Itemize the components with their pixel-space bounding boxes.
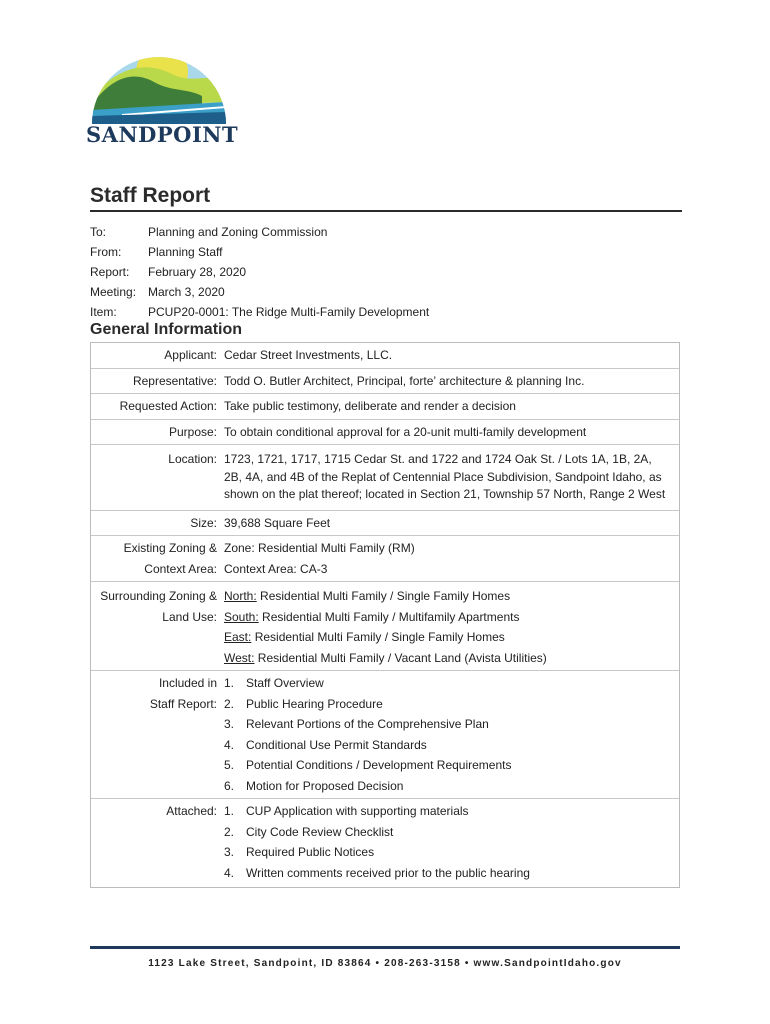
meta-value: Planning Staff	[148, 245, 223, 259]
list-number: 1.	[224, 676, 235, 690]
list-text: Written comments received prior to the public hearing	[246, 865, 530, 880]
list-text: Potential Conditions / Development Requirements	[246, 758, 512, 772]
row-label: Location:	[168, 452, 217, 466]
row-value: 39,688 Square Feet	[224, 515, 331, 530]
list-number: 4.	[224, 865, 235, 880]
row-value: Todd O. Butler Architect, Principal, forte’ architecture & planning Inc.	[224, 373, 585, 388]
city-logo	[86, 44, 239, 148]
list-text: Staff Overview	[246, 676, 324, 690]
direction-label: South:	[224, 609, 259, 624]
meta-row-to	[90, 222, 429, 242]
row-label	[91, 538, 222, 579]
row-value: Cedar Street Investments, LLC.	[224, 348, 393, 362]
meta-row-from	[90, 242, 429, 262]
mountain-lake-emblem-icon	[92, 44, 226, 124]
zone-value: Zone: Residential Multi Family (RM)	[224, 541, 415, 555]
meta-label: From:	[90, 245, 122, 259]
row-label-line: Land Use:	[162, 609, 217, 624]
row-requested-action	[91, 393, 679, 419]
row-label	[91, 801, 222, 883]
meta-value: March 3, 2020	[148, 285, 225, 299]
direction-text: Residential Multi Family / Single Family Homes	[256, 589, 511, 603]
meta-label: Report:	[90, 265, 130, 279]
list-number: 2.	[224, 696, 235, 711]
list-number: 4.	[224, 737, 235, 752]
row-size	[91, 510, 679, 536]
list-text: Public Hearing Procedure	[246, 696, 383, 711]
surrounding-west	[224, 648, 671, 669]
surrounding-north	[224, 586, 671, 607]
row-value: 1723, 1721, 1717, 1715 Cedar St. and 1722 and 1724 Oak St. / Lots 1A, 1B, 2A, 2B, 4A, and 4B of the Replat of Centennial Place Subdivision, Sandpoint Idaho, as shown on the plat thereof; located in Section 21, Township 57 North, Range 2 West	[224, 452, 666, 501]
row-zoning	[91, 535, 679, 581]
list-item	[224, 842, 671, 863]
row-included-in-report	[91, 670, 679, 798]
meta-label: Meeting:	[90, 285, 137, 299]
row-label: Purpose:	[168, 424, 217, 439]
section-heading: General Information	[90, 321, 243, 338]
list-number: 6.	[224, 778, 235, 793]
list-item	[224, 822, 671, 843]
meta-row-meeting	[90, 282, 429, 302]
row-purpose	[91, 419, 679, 445]
list-text: Relevant Portions of the Comprehensive Plan	[246, 717, 489, 731]
list-number: 2.	[224, 824, 235, 839]
row-label: Applicant:	[164, 348, 217, 362]
row-label-line: Attached:	[166, 804, 217, 818]
list-item	[224, 694, 671, 715]
list-item	[224, 863, 671, 884]
row-label-line: Existing Zoning &	[123, 541, 217, 555]
list-text: Motion for Proposed Decision	[246, 778, 404, 793]
meta-row-report	[90, 262, 429, 282]
list-number: 3.	[224, 717, 235, 731]
list-text: Conditional Use Permit Standards	[246, 737, 427, 752]
row-surrounding-zoning	[91, 581, 679, 670]
row-label-line: Surrounding Zoning &	[100, 589, 217, 603]
list-item	[224, 755, 671, 776]
surrounding-south	[224, 607, 671, 628]
row-value: Take public testimony, deliberate and render a decision	[224, 399, 516, 413]
meta-label: Item:	[90, 305, 117, 319]
report-meta	[90, 222, 429, 322]
row-value	[222, 801, 679, 883]
direction-label: North:	[224, 589, 257, 603]
footer-divider	[90, 946, 680, 949]
page-title: Staff Report	[90, 184, 211, 207]
direction-text: Residential Multi Family / Vacant Land (Avista Utilities)	[254, 650, 547, 665]
meta-label: To:	[90, 225, 107, 239]
list-item	[224, 735, 671, 756]
direction-label: East:	[224, 630, 252, 644]
general-info-table	[90, 342, 680, 888]
row-label	[91, 673, 222, 796]
list-text: CUP Application with supporting materials	[246, 804, 469, 818]
row-location	[91, 444, 679, 510]
meta-value: Planning and Zoning Commission	[148, 225, 328, 239]
row-representative	[91, 368, 679, 394]
list-item	[224, 776, 671, 797]
row-value	[222, 586, 679, 668]
list-item	[224, 673, 671, 694]
list-item	[224, 714, 671, 735]
row-value: To obtain conditional approval for a 20-unit multi-family development	[224, 424, 587, 439]
list-number: 3.	[224, 845, 235, 859]
row-value	[222, 538, 679, 579]
row-label: Representative:	[132, 373, 217, 388]
row-label-line: Context Area:	[144, 561, 217, 576]
row-label-line: Included in	[158, 676, 217, 690]
list-text: City Code Review Checklist	[246, 824, 394, 839]
direction-text: Residential Multi Family / Multifamily Apartments	[258, 609, 520, 624]
row-attached	[91, 798, 679, 887]
sandpoint-wordmark: SANDPOINT	[86, 122, 239, 147]
direction-label: West:	[224, 650, 255, 665]
title-divider	[90, 210, 682, 212]
list-item	[224, 801, 671, 822]
list-number: 1.	[224, 804, 235, 818]
list-text: Required Public Notices	[246, 845, 375, 859]
row-applicant	[91, 343, 679, 368]
meta-value: February 28, 2020	[148, 265, 247, 279]
row-label-line: Staff Report:	[149, 696, 217, 711]
context-area-value: Context Area: CA-3	[224, 561, 328, 576]
row-label: Requested Action:	[119, 399, 217, 413]
surrounding-east	[224, 627, 671, 648]
row-label	[91, 586, 222, 668]
meta-row-item	[90, 302, 429, 322]
list-number: 5.	[224, 758, 235, 772]
meta-value: PCUP20-0001: The Ridge Multi-Family Development	[148, 305, 430, 319]
direction-text: Residential Multi Family / Single Family Homes	[251, 630, 505, 644]
footer-contact: 1123 Lake Street, Sandpoint, ID 83864 • 208-263-3158 • www.SandpointIdaho.gov	[148, 958, 622, 969]
row-value	[222, 673, 679, 796]
row-label: Size:	[190, 515, 217, 530]
